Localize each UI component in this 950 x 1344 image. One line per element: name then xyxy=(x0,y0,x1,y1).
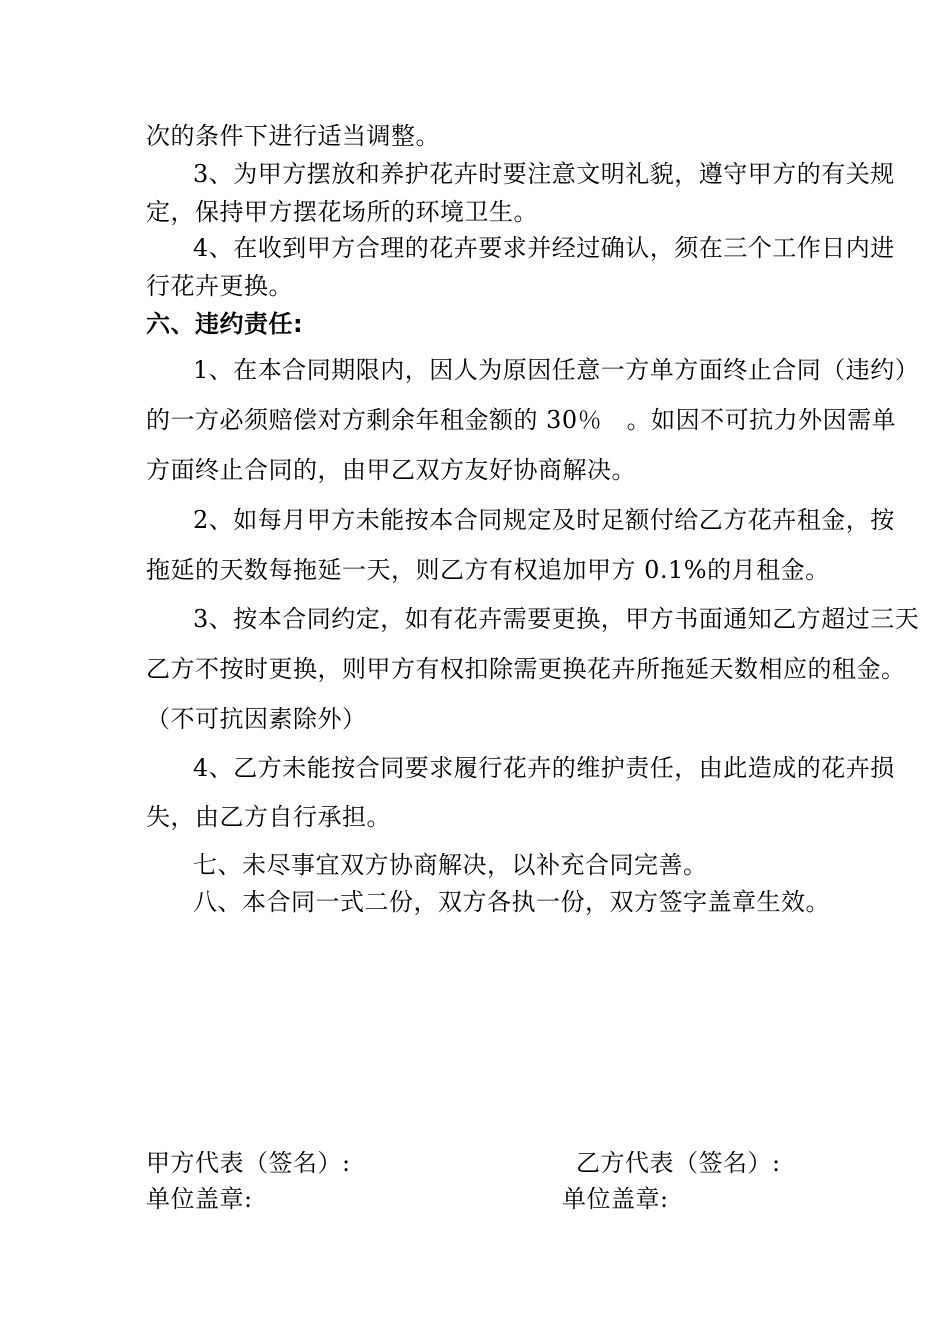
paragraph-line: 八、本合同一式二份，双方各执一份，双方签字盖章生效。 xyxy=(193,888,830,916)
paragraph-line: 4、乙方未能按合同要求履行花卉的维护责任，由此造成的花卉损 xyxy=(193,754,895,782)
paragraph-line: 1、在本合同期限内，因人为原因任意一方单方面终止合同（违约） xyxy=(193,356,920,384)
party-a-representative-label: 甲方代表（签名）: xyxy=(146,1149,351,1177)
paragraph-line: 行花卉更换。 xyxy=(146,272,293,300)
paragraph-line: 3、按本合同约定，如有花卉需要更换，甲方书面通知乙方超过三天 xyxy=(193,605,920,633)
paragraph-line: （不可抗因素除外） xyxy=(146,705,367,733)
paragraph-line: 乙方不按时更换，则甲方有权扣除需更换花卉所拖延天数相应的租金。 xyxy=(146,655,906,683)
paragraph-line: 七、未尽事宜双方协商解决，以补充合同完善。 xyxy=(193,851,708,879)
party-a-seal-label: 单位盖章: xyxy=(146,1185,253,1213)
party-b-seal-label: 单位盖章: xyxy=(562,1185,669,1213)
paragraph-line: 4、在收到甲方合理的花卉要求并经过确认，须在三个工作日内进 xyxy=(193,234,895,262)
paragraph-line: 方面终止合同的，由甲乙双方友好协商解决。 xyxy=(146,456,636,484)
section-heading: 六、违约责任: xyxy=(146,310,304,338)
paragraph-line: 2、如每月甲方未能按本合同规定及时足额付给乙方花卉租金，按 xyxy=(193,506,895,534)
paragraph-line: 次的条件下进行适当调整。 xyxy=(146,122,440,150)
paragraph-line: 失，由乙方自行承担。 xyxy=(146,803,391,831)
paragraph-line: 的一方必须赔偿对方剩余年租金额的 30％ 。如因不可抗力外因需单 xyxy=(146,406,897,434)
party-b-representative-label: 乙方代表（签名）: xyxy=(576,1149,781,1177)
paragraph-line: 3、为甲方摆放和养护花卉时要注意文明礼貌，遵守甲方的有关规 xyxy=(193,160,895,188)
paragraph-line: 定，保持甲方摆花场所的环境卫生。 xyxy=(146,198,538,226)
paragraph-line: 拖延的天数每拖延一天，则乙方有权追加甲方 0.1%的月租金。 xyxy=(146,556,830,584)
